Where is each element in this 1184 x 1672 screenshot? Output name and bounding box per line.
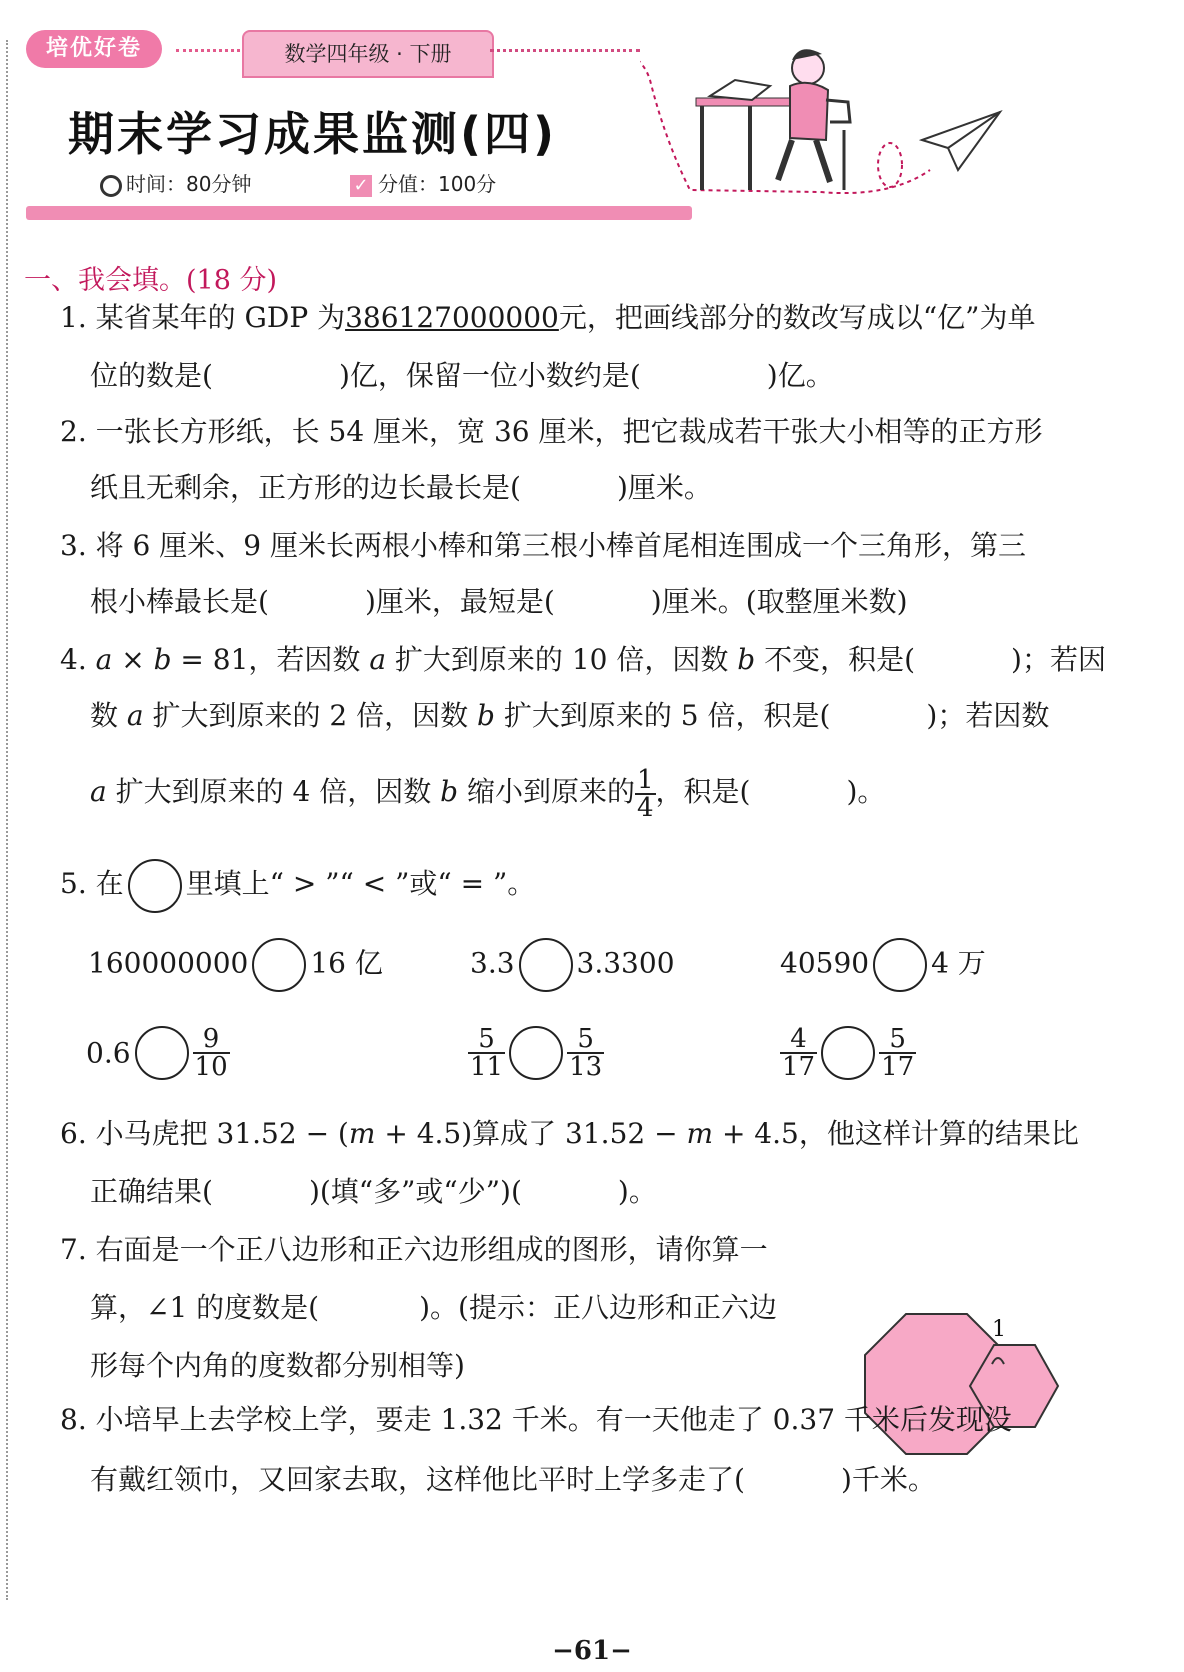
question-8-line-1: 8. 小培早上去学校上学，要走 1.32 千米。有一天他走了 0.37 千米后发现没	[60, 1403, 1012, 1436]
section-heading: 一、我会填。(18 分)	[24, 265, 278, 296]
compare-item-4: 0.6 $\frac{9}{10}$	[86, 1024, 228, 1082]
header-illustration	[640, 30, 1020, 210]
question-6-line-1: 6. 小马虎把 31.52 − (m + 4.5)算成了 31.52 − m + 4.5，他这样计算的结果比	[60, 1117, 1079, 1150]
fraction: $\frac{5}{11}$	[470, 1024, 504, 1082]
example-circle	[128, 859, 182, 913]
question-4-line-3: a 扩大到原来的 4 倍，因数 b 缩小到原来的 $\frac{1}{4}$ ，积是( )。	[90, 764, 886, 823]
question-7-line-3: 形每个内角的度数都分别相等)	[90, 1349, 465, 1382]
question-8-line-2: 有戴红领巾，又回家去取，这样他比平时上学多走了( )千米。	[90, 1463, 936, 1496]
answer-circle[interactable]	[821, 1026, 875, 1080]
gdp-value: 386127000000	[345, 301, 559, 334]
question-5-prompt: 5. 在 里填上“ > ”“ < ”或“ = ”。	[60, 856, 535, 913]
question-7-line-2: 算，∠1 的度数是( )。(提示：正八边形和正六边	[90, 1291, 777, 1324]
question-4-line-1: 4. a × b = 81，若因数 a 扩大到原来的 10 倍，因数 b 不变，积是( )；若因	[60, 643, 1106, 676]
clock-icon	[100, 175, 122, 197]
compare-item-1: 160000000 16 亿	[88, 938, 383, 992]
dotted-connector	[176, 49, 240, 52]
question-4-line-2: 数 a 扩大到原来的 2 倍，因数 b 扩大到原来的 5 倍，积是( )；若因数	[90, 699, 1050, 732]
answer-circle[interactable]	[873, 938, 927, 992]
question-1-line-1: 1. 某省某年的 GDP 为386127000000元，把画线部分的数改写成以“亿”为单	[60, 301, 1036, 334]
dotted-connector	[490, 49, 640, 52]
answer-circle[interactable]	[509, 1026, 563, 1080]
question-6-line-2: 正确结果( )(填“多”或“少”)( )。	[90, 1175, 657, 1208]
compare-item-5	[468, 1026, 604, 1080]
fraction: $\frac{9}{10}$	[194, 1024, 228, 1082]
score-info	[350, 168, 496, 197]
answer-circle[interactable]	[135, 1026, 189, 1080]
header-band	[26, 206, 692, 220]
student-icon	[778, 49, 850, 190]
paper-plane-icon	[922, 112, 1000, 170]
page-number: −61−	[552, 1636, 632, 1666]
question-1-line-2: 位的数是( )亿，保留一位小数约是( )亿。	[90, 359, 834, 392]
fraction-one-quarter: $\frac{1}{4}$	[636, 764, 654, 823]
question-3-line-2: 根小棒最长是( )厘米，最短是( )厘米。(取整厘米数)	[90, 585, 908, 618]
question-7-line-1: 7. 右面是一个正八边形和正六边形组成的图形，请你算一	[60, 1233, 768, 1266]
compare-item-3: 40590 4 万	[780, 938, 986, 992]
compare-item-2: 3.3 3.3300	[470, 938, 675, 992]
score-text: 分值：100分	[378, 172, 497, 196]
question-2-line-2: 纸且无剩余，正方形的边长最长是( )厘米。	[90, 471, 712, 504]
fraction: $\frac{5}{13}$	[569, 1024, 603, 1082]
time-info	[100, 168, 251, 197]
time-text: 时间：80分钟	[126, 172, 252, 196]
page-title: 期末学习成果监测(四)	[68, 107, 558, 161]
question-2-line-1: 2. 一张长方形纸，长 54 厘米，宽 36 厘米，把它裁成若干张大小相等的正方形	[60, 415, 1043, 448]
fraction: $\frac{4}{17}$	[782, 1024, 816, 1082]
binding-line	[6, 40, 8, 1600]
compare-item-6	[780, 1026, 916, 1080]
grade-label: 数学四年级 · 下册	[242, 30, 494, 78]
checkmark-icon: ✓	[350, 175, 372, 197]
answer-circle[interactable]	[252, 938, 306, 992]
angle-label: 1	[992, 1317, 1006, 1342]
series-tag: 培优好卷	[26, 30, 162, 68]
answer-circle[interactable]	[519, 938, 573, 992]
question-3-line-1: 3. 将 6 厘米、9 厘米长两根小棒和第三根小棒首尾相连围成一个三角形，第三	[60, 529, 1026, 562]
fraction: $\frac{5}{17}$	[881, 1024, 915, 1082]
